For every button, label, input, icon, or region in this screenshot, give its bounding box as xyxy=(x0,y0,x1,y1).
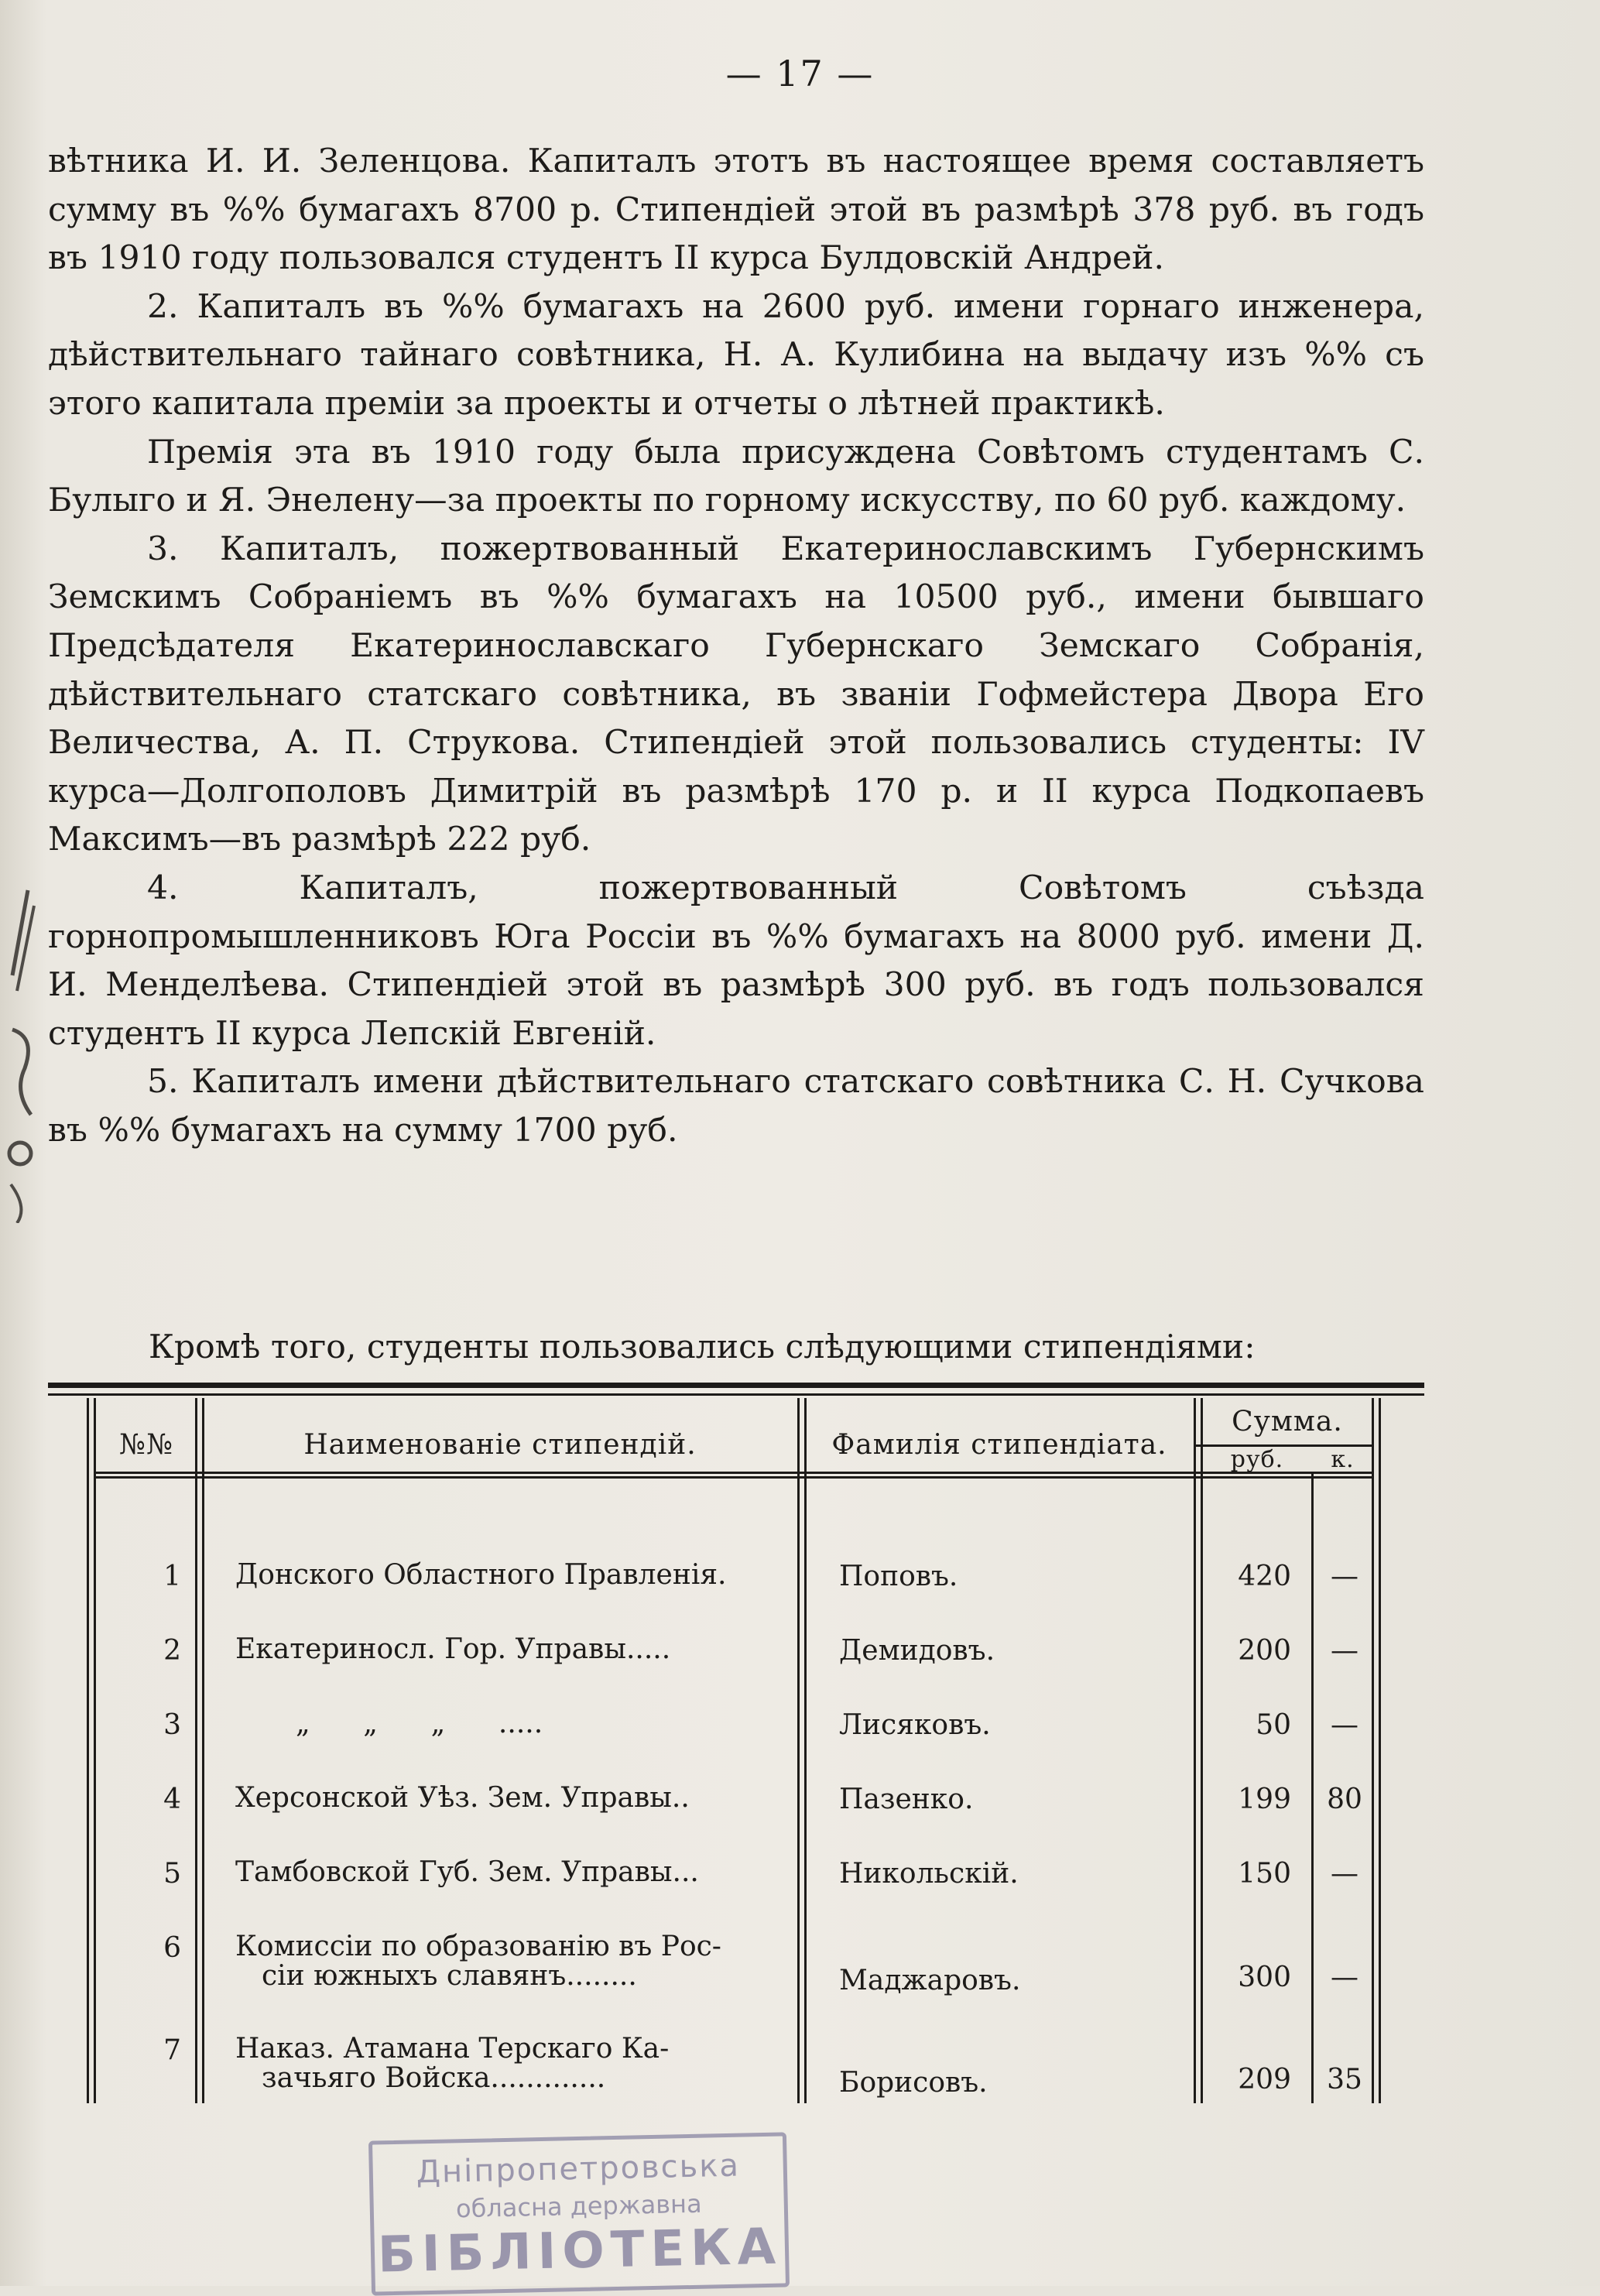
row-kop: — xyxy=(1331,1858,1358,1890)
header-rub: руб. xyxy=(1230,1446,1284,1473)
table-border-right xyxy=(1372,1398,1374,2103)
row-surname: Маджаровъ. xyxy=(839,1965,1021,1996)
row-num: 5 xyxy=(163,1858,181,1890)
header-bottom-rule-2 xyxy=(96,1476,1372,1479)
paragraph-5: 5. Капиталъ имени дѣйствительнаго статскаго совѣтника С. Н. Сучкова въ %% бумагахъ на сумму 1700 руб. xyxy=(48,1063,1424,1150)
header-name: Наименованіе стипендій. xyxy=(303,1429,697,1461)
column-divider xyxy=(195,1398,197,2103)
row-surname: Демидовъ. xyxy=(839,1635,995,1667)
row-surname: Пазенко. xyxy=(839,1784,974,1815)
paragraph-2: Премія эта въ 1910 году была присуждена Совѣтомъ студентамъ С. Булыго и Я. Энелену—за проекты по горному искусству, по 60 руб. каждому. xyxy=(48,433,1424,520)
row-kop: — xyxy=(1331,1962,1358,1993)
header-bottom-rule xyxy=(96,1472,1372,1474)
row-kop: — xyxy=(1331,1709,1358,1741)
row-surname: Поповъ. xyxy=(839,1561,958,1592)
handwritten-margin-note-icon xyxy=(0,882,51,1223)
row-surname: Лисяковъ. xyxy=(839,1709,991,1741)
header-sum: Сумма. xyxy=(1232,1406,1343,1438)
row-rub: 420 xyxy=(1238,1561,1291,1592)
row-rub: 199 xyxy=(1238,1784,1291,1815)
body-text xyxy=(48,138,1424,1155)
table-lead-text: Кромѣ того, студенты пользовались слѣдующими стипендіями: xyxy=(149,1328,1256,1366)
row-name: Донского Областного Правленія. xyxy=(235,1559,727,1591)
row-rub: 209 xyxy=(1238,2064,1291,2096)
row-rub: 300 xyxy=(1238,1962,1291,1993)
paragraph-3: 3. Капиталъ, пожертвованный Екатеринославскимъ Губернскимъ Земскимъ Собраніемъ въ %% бумагахъ на 10500 руб., имени бывшаго Предсѣдателя Екатеринославскаго Губернскаго Земскаго Собранія, дѣйствительнаго статскаго совѣтника, въ званіи Гофмейстера Двора Его Величества, А. П. Струкова. Стипендіей этой пользовались студенты: IV курса—Долгополовъ Димитрій въ размѣрѣ 170 р. и II курса Подкопаевъ Максимъ—въ размѣрѣ 222 руб. xyxy=(48,529,1424,859)
row-name: Екатериносл. Гор. Управы..... xyxy=(235,1633,671,1665)
table-border-left xyxy=(87,1398,89,2103)
row-num: 1 xyxy=(163,1561,181,1592)
row-num: 4 xyxy=(163,1784,181,1815)
row-kop: 80 xyxy=(1327,1784,1362,1815)
table-top-rule-thin xyxy=(48,1393,1424,1396)
row-num: 6 xyxy=(163,1932,181,1964)
scholarship-table xyxy=(87,1398,1387,2103)
paragraph-0: вѣтника И. И. Зеленцова. Капиталъ этотъ въ настоящее время составляетъ сумму въ %% бумагахъ 8700 р. Стипендіей этой въ размѣрѣ 378 руб. въ годъ въ 1910 году пользовался студентъ II курса Булдовскій Андрей. xyxy=(48,142,1424,278)
row-num: 3 xyxy=(163,1709,181,1741)
library-stamp xyxy=(368,2132,790,2295)
row-kop: 35 xyxy=(1327,2064,1362,2096)
row-name-line-1: Комиссіи по образованію въ Рос- xyxy=(235,1931,721,1962)
row-name-line-2: зачьяго Войска............. xyxy=(262,2062,606,2094)
row-num: 2 xyxy=(163,1635,181,1667)
row-kop: — xyxy=(1331,1635,1358,1667)
table-top-rule xyxy=(48,1383,1424,1388)
header-kop: к. xyxy=(1331,1446,1355,1473)
row-name: Тамбовской Губ. Зем. Управы... xyxy=(235,1856,699,1888)
row-name-line-2: сіи южныхъ славянъ........ xyxy=(262,1960,637,1992)
paragraph-1: 2. Капиталъ въ %% бумагахъ на 2600 руб. имени горнаго инженера, дѣйствительнаго тайнаго совѣтника, Н. А. Кулибина на выдачу изъ %% съ этого капитала преміи за проекты и отчеты о лѣтней практикѣ. xyxy=(48,287,1424,423)
header-surname: Фамилія стипендіата. xyxy=(831,1429,1167,1461)
row-name-ditto: „ „ „ ..... xyxy=(296,1708,543,1739)
column-divider xyxy=(797,1398,800,2103)
column-divider xyxy=(1194,1398,1196,2103)
row-surname: Борисовъ. xyxy=(839,2067,988,2099)
header-num: №№ xyxy=(118,1429,174,1461)
row-surname: Никольскій. xyxy=(839,1858,1019,1890)
row-rub: 150 xyxy=(1238,1858,1291,1890)
row-rub: 200 xyxy=(1238,1635,1291,1667)
row-name: Херсонской Уѣз. Зем. Управы.. xyxy=(235,1782,690,1814)
page-number: — 17 — xyxy=(725,53,875,94)
row-rub: 50 xyxy=(1256,1709,1291,1741)
stamp-line-1: Дніпропетровська xyxy=(416,2147,741,2191)
row-num: 7 xyxy=(163,2034,181,2066)
stamp-line-2: обласна державна xyxy=(455,2188,702,2224)
row-kop: — xyxy=(1331,1561,1358,1592)
stamp-line-3: БІБЛІОТЕКА xyxy=(377,2218,783,2284)
row-name-line-1: Наказ. Атамана Терскаго Ка- xyxy=(235,2033,670,2065)
paragraph-4: 4. Капиталъ, пожертвованный Совѣтомъ съѣзда горнопромышленниковъ Юга Россіи въ %% бумагахъ на 8000 руб. имени Д. И. Менделѣева. Стипендіей этой въ размѣрѣ 300 руб. въ годъ пользовался студентъ II курса Лепскій Евгеній. xyxy=(48,869,1424,1053)
